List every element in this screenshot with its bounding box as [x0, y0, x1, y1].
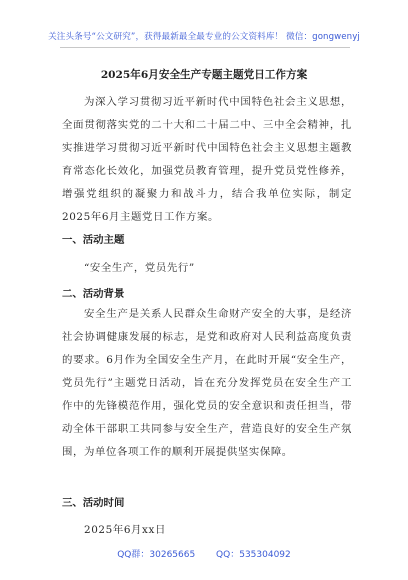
- background-paragraph: 安全生产是关系人民群众生命财产安全的大事，是经济社会协调健康发展的标志，是党和政府对人民利益高度负责的要求。6月作为全国安全生产月，在此时开展“安全生产，党员先行”主题党日活动，旨在充分发挥党员在安全生产工作中的先锋模范作用，强化党员的安全意识和责任担当，带动全体干部职工共同参与安全生产，营造良好的安全生产氛围，为单位各项工作的顺利开展提供坚实保障。: [62, 308, 352, 458]
- footer-contact-note: QQ群：30265665 QQ：535304092: [117, 550, 291, 560]
- header-divider: [60, 47, 350, 48]
- theme-text: “安全生产，党员先行”: [84, 262, 195, 274]
- intro-paragraph: 为深入学习贯彻习近平新时代中国特色社会主义思想，全面贯彻落实党的二十大和二十届二中、三中全会精神，扎实推进学习贯彻习近平新时代中国特色社会主义思想主题教育常态化长效化，加强党员教育管理，提升党员党性修养，增强党组织的凝聚力和战斗力，结合我单位实际，制定2025年6月主题党日工作方案。: [62, 96, 352, 223]
- header-promo-note: 关注头条号“公文研究”，获得最新最全最专业的公文资料库！ 微信：gongwenyj: [48, 32, 360, 42]
- section-heading-time: 三、活动时间: [62, 497, 125, 509]
- activity-date: 2025年6月xx日: [84, 524, 166, 536]
- section-heading-background: 二、活动背景: [62, 288, 125, 300]
- document-title: 2025年6月安全生产专题主题党日工作方案: [100, 69, 308, 81]
- section-heading-theme: 一、活动主题: [62, 234, 125, 246]
